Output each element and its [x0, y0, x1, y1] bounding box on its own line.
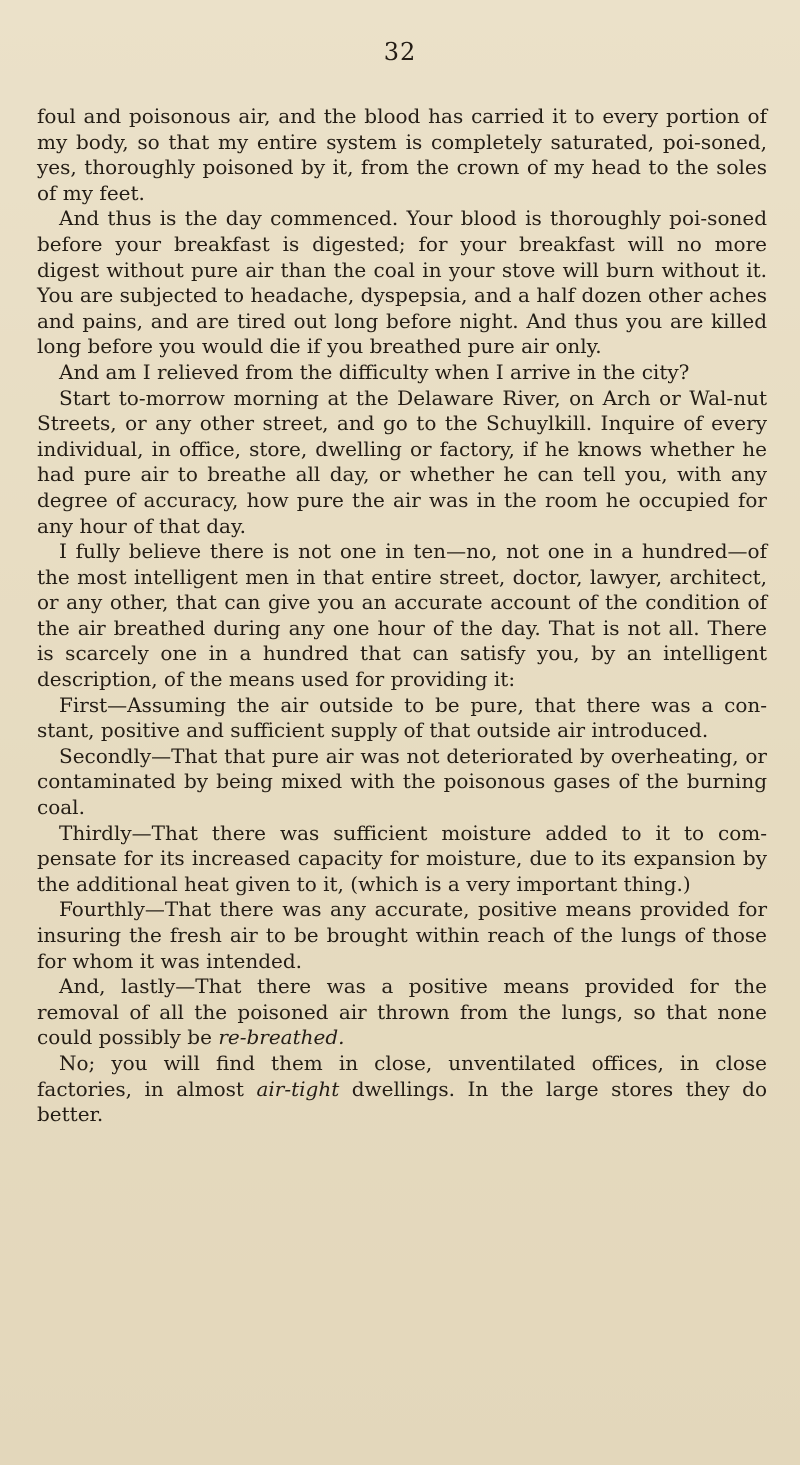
paragraph-text: No; you will find them in close, unventilated offices, in close factories, in almost	[37, 1050, 767, 1101]
paragraph-text: Fourthly—That there was any accurate, positive means provided for insuring the fresh air to be brought within reach of the lungs of those for whom it was intended.	[37, 897, 767, 973]
body-text	[37, 104, 767, 1128]
paragraph-3	[37, 360, 767, 386]
paragraph-text: And am I relieved from the difficulty when I arrive in the city?	[59, 359, 690, 384]
paragraph-1	[37, 104, 767, 206]
paragraph-4	[37, 386, 767, 540]
paragraph-text: dwellings. In the large stores they do better.	[37, 1076, 767, 1127]
paragraph-7	[37, 744, 767, 821]
paragraph-10	[37, 974, 767, 1051]
paragraph-text: And, lastly—That there was a positive means provided for the removal of all the poisoned air thrown from the lungs, so that none could possibly be	[37, 974, 767, 1050]
paragraph-text: First—Assuming the air outside to be pure, that there was a con-stant, positive and sufficient supply of that outside air introduced.	[37, 692, 767, 743]
paragraph-text: I fully believe there is not one in ten—no, not one in a hundred—of the most intelligent men in that entire street, doctor, lawyer, architect, or any other, that can give you an accurate account of the condition of the air breathed during any one hour of the day. That is not all. There is scarcely one in a hundred that can satisfy you, by an intelligent description, of the means used for providing it:	[37, 539, 767, 692]
paragraph-9	[37, 897, 767, 974]
paragraph-text: And thus is the day commenced. Your blood is thoroughly poi-soned before your breakfast is digested; for your breakfast will no more digest without pure air than the coal in your stove will burn without it. You are subjected to headache, dyspepsia, and a half dozen other aches and pains, and are tired out long before night. And thus you are killed long before you would die if you breathed pure air only.	[37, 206, 767, 359]
paragraph-text: Thirdly—That there was sufficient moisture added to it to com-pensate for its increased capacity for moisture, due to its expansion by the additional heat given to it, (which is a very important thing.)	[37, 820, 767, 896]
paragraph-italic-text: re-breathed.	[218, 1025, 345, 1050]
paragraph-text: foul and poisonous air, and the blood has carried it to every portion of my body, so that my entire system is completely saturated, poi-soned, yes, thoroughly poisoned by it, from the crown of my head to the soles of my feet.	[37, 104, 767, 205]
paragraph-text: Start to-morrow morning at the Delaware River, on Arch or Wal-nut Streets, or any other street, and go to the Schuylkill. Inquire of every individual, in office, store, dwelling or factory, if he knows whether he had pure air to breathe all day, or whether he can tell you, with any degree of accuracy, how pure the air was in the room he occupied for any hour of that day.	[37, 385, 767, 538]
page-number: 32	[383, 38, 417, 66]
paragraph-2	[37, 206, 767, 360]
paragraph-6	[37, 693, 767, 744]
paragraph-8	[37, 821, 767, 898]
paragraph-11	[37, 1051, 767, 1128]
paragraph-5	[37, 539, 767, 693]
paragraph-italic-text: air-tight	[256, 1076, 340, 1101]
paragraph-text: Secondly—That that pure air was not deteriorated by overheating, or contaminated by being mixed with the poisonous gases of the burning coal.	[37, 743, 767, 820]
